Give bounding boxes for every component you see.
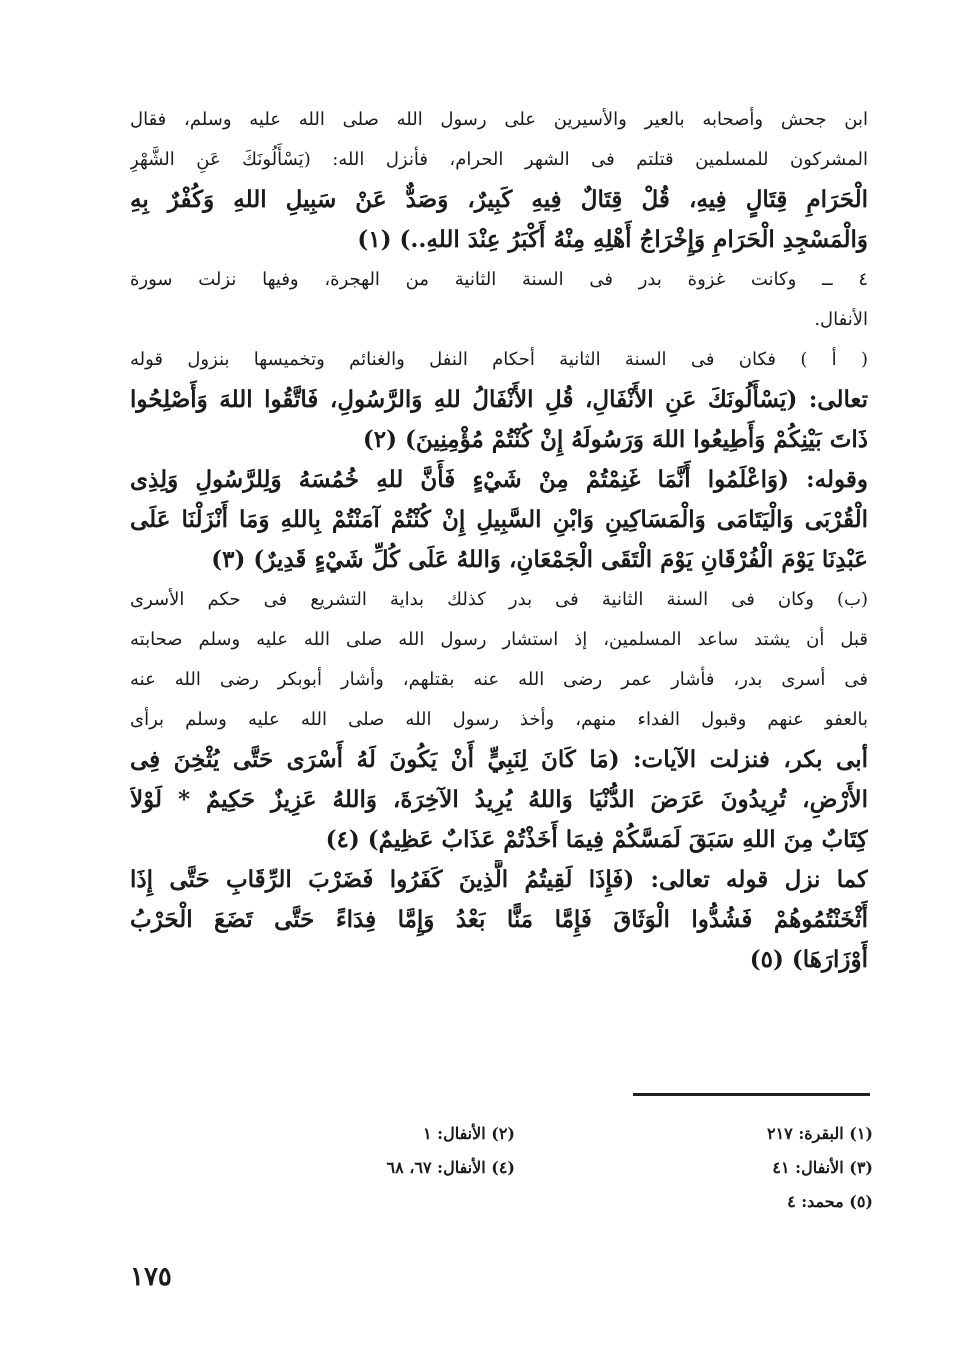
body-text (130, 100, 868, 980)
quran-line: كما نزل قوله تعالى: (فَإِذَا لَقِيتُمُ الَّذِينَ كَفَرُوا فَضَرْبَ الرِّقَابِ حَتَّى إِذَا (130, 866, 868, 893)
footnote-5: (٥) محمد: ٤ (787, 1192, 873, 1211)
quran-line: وقوله: (وَاعْلَمُوا أَنَّمَا غَنِمْتُمْ مِنْ شَيْءٍ فَأَنَّ للهِ خُمُسَهُ وَلِلرَّسُولِ وَلِذِى (130, 466, 868, 493)
footnote-1: (١) البقرة: ٢١٧ (766, 1124, 873, 1143)
footnote-3: (٣) الأنفال: ٤١ (772, 1158, 873, 1177)
footnote-2: (٢) الأنفال: ١ (423, 1124, 515, 1143)
quran-line: أَثْخَنْتُمُوهُمْ فَشُدُّوا الْوَثَاقَ فَإِمَّا مَنًّا بَعْدُ وَإِمَّا فِدَاءً حَتَّى تَضَعَ الْحَرْبُ (130, 906, 868, 933)
quran-line: أبى بكر، فنزلت الآيات: (مَا كَانَ لِنَبِيٍّ أَنْ يَكُونَ لَهُ أَسْرَى حَتَّى يُثْخِنَ فِى (130, 746, 868, 773)
text-line: (ب) وكان فى السنة الثانية فى بدر كذلك بداية التشريع فى حكم الأسرى (130, 589, 868, 610)
quran-line: عَبْدِنَا يَوْمَ الْفُرْقَانِ يَوْمَ الْتَقَى الْجَمْعَانِ، وَاللهُ عَلَى كُلِّ شَيْءٍ قَدِيرٌ) (٣) (211, 546, 868, 573)
text-line: فى أسرى بدر، فأشار عمر رضى الله عنه بقتلهم، وأشار أبوبكر رضى الله عنه (130, 669, 868, 690)
quran-line: ذَاتَ بَيْنِكُمْ وَأَطِيعُوا اللهَ وَرَسُولَهُ إِنْ كُنْتُمْ مُؤْمِنِينَ) (٢) (362, 426, 868, 453)
text-line: ابن جحش وأصحابه بالعير والأسيرين على رسول الله صلى الله عليه وسلم، فقال (130, 109, 868, 130)
text-line: المشركون للمسلمين قتلتم فى الشهر الحرام، فأنزل الله: (يَسْأَلُونَكَ عَنِ الشَّهْرِ (130, 149, 868, 170)
text-line: بالعفو عنهم وقبول الفداء منهم، وأخذ رسول الله صلى الله عليه وسلم برأى (130, 709, 868, 730)
quran-line: كِتَابٌ مِنَ اللهِ سَبَقَ لَمَسَّكُمْ فِيمَا أَخَذْتُمْ عَذَابٌ عَظِيمٌ) (٤) (325, 826, 868, 853)
quran-line: وَالْمَسْجِدِ الْحَرَامِ وَإِخْرَاجُ أَهْلِهِ مِنْهُ أَكْبَرُ عِنْدَ اللهِ..) (١) (357, 226, 868, 253)
footnote-separator (633, 1093, 870, 1096)
text-line: قبل أن يشتد ساعد المسلمين، إذ استشار رسول الله صلى الله عليه وسلم صحابته (130, 629, 868, 650)
text-line: ( أ ) فكان فى السنة الثانية أحكام النفل والغنائم وتخميسها بنزول قوله (130, 349, 868, 370)
quran-line: الْقُرْبَى وَالْيَتَامَى وَالْمَسَاكِينِ وَابْنِ السَّبِيلِ إِنْ كُنْتُمْ آمَنْتُمْ بِاللهِ وَمَا أَنْزَلْنَا عَلَى (130, 506, 868, 533)
quran-line: الْحَرَامِ قِتَالٍ فِيهِ، قُلْ قِتَالٌ فِيهِ كَبِيرٌ، وَصَدٌّ عَنْ سَبِيلِ اللهِ وَكُفْرٌ بِهِ (130, 186, 868, 213)
footnote-4: (٤) الأنفال: ٦٧، ٦٨ (386, 1158, 515, 1177)
text-line: ٤ ــ وكانت غزوة بدر فى السنة الثانية من الهجرة، وفيها نزلت سورة (130, 269, 868, 290)
page-number: ١٧٥ (130, 1262, 172, 1292)
quran-line: أَوْزَارَهَا) (٥) (749, 946, 868, 973)
text-line: الأنفال. (814, 309, 868, 330)
quran-line: الأَرْضِ، تُرِيدُونَ عَرَضَ الدُّنْيَا وَاللهُ يُرِيدُ الآخِرَةَ، وَاللهُ عَزِيزٌ حَكِيمٌ * لَوْلاَ (130, 786, 868, 813)
quran-line: تعالى: (يَسْأَلُونَكَ عَنِ الأَنْفَالِ، قُلِ الأَنْفَالُ للهِ وَالرَّسُولِ، فَاتَّقُوا اللهَ وَأَصْلِحُوا (130, 386, 868, 413)
